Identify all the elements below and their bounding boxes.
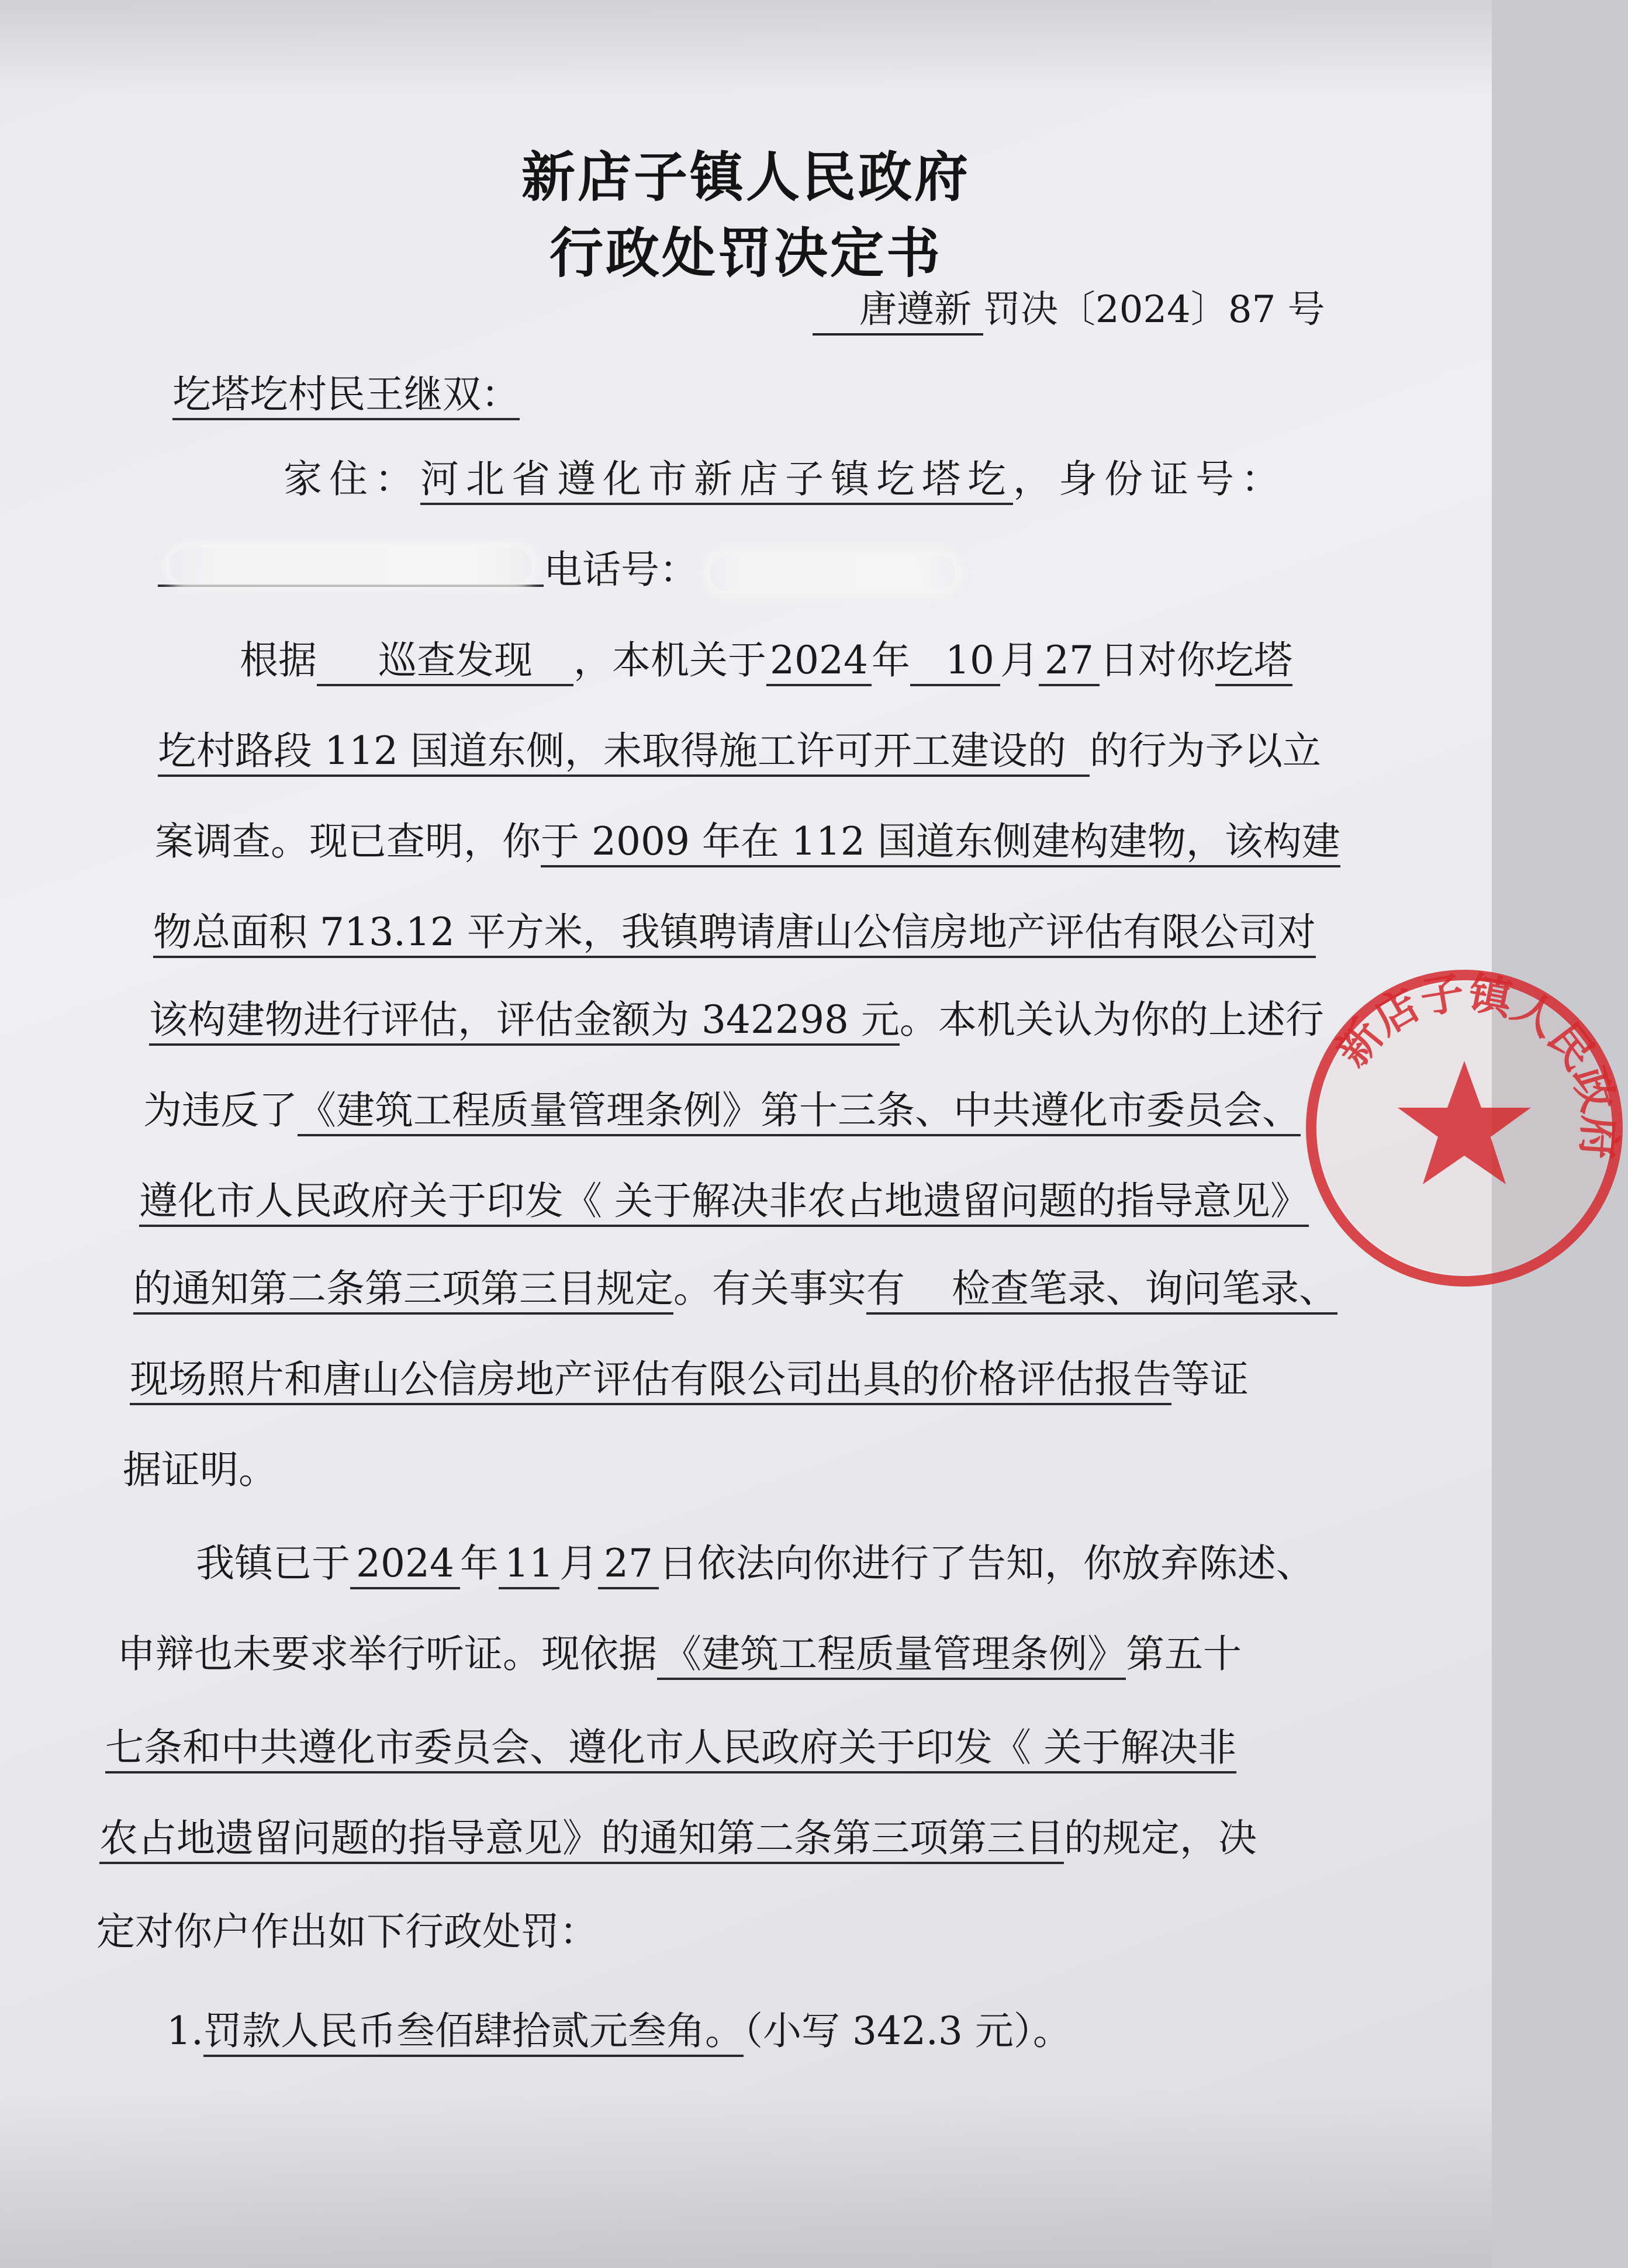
page-shadow-bottom	[0, 2093, 1492, 2268]
p1-text: 。有关事实	[673, 1266, 866, 1311]
document-title-line2: 行政处罚决定书	[549, 222, 942, 285]
evidence-items: 检查笔录、询问笔录、	[952, 1266, 1337, 1311]
basis-source: 巡查发现	[317, 638, 573, 686]
p2-line2	[117, 1628, 1242, 1681]
violation-location: 圪塔	[1215, 638, 1292, 686]
p2-line4	[99, 1812, 1257, 1865]
p1-line1	[240, 634, 1292, 687]
p1-text: ，本机关于	[573, 638, 766, 683]
p2-line3	[105, 1721, 1236, 1774]
p1-text: 案调查。现已查明，你	[155, 819, 541, 864]
p1-text: 日对你	[1099, 638, 1215, 683]
case-day: 27	[1039, 638, 1100, 686]
p2-text: 我镇已于	[196, 1541, 350, 1586]
phone-number-redaction	[710, 554, 955, 592]
address-value: 河北省遵化市新店子镇圪塔圪	[420, 457, 1013, 505]
violated-regulation: 的通知第二条第三项第三目规定	[133, 1266, 673, 1315]
evidence-list: 现场照片和唐山公信房地产评估有限公司出具的价格评估报告	[130, 1357, 1171, 1405]
p1-line3	[155, 815, 1340, 868]
p2-text: 申辩也未要求举行听证。现依据	[117, 1631, 657, 1676]
official-seal-stamp	[1301, 964, 1628, 1292]
p1-line9	[130, 1353, 1249, 1406]
document-number-rest: 罚决〔2024〕87 号	[983, 288, 1325, 331]
document-number	[813, 279, 1325, 336]
penalty-item-number: 1.	[167, 2008, 203, 2053]
document-number-org: 唐遵新	[813, 279, 983, 336]
violated-regulation: 遵化市人民政府关于印发《 关于解决非农占地遗留问题的指导意见》	[139, 1178, 1309, 1227]
violation-description: 圪村路段 112 国道东侧，未取得施工许可开工建设的	[158, 728, 1090, 777]
p1-line10	[123, 1444, 277, 1496]
p1-line4	[153, 906, 1316, 959]
findings-text: 于 2009 年在 112 国道东侧建构建物，该构建	[541, 819, 1340, 867]
notice-year: 2024	[350, 1541, 460, 1589]
case-month: 10	[910, 638, 1000, 686]
evidence-prefix: 有	[866, 1266, 905, 1311]
p1-line5	[149, 994, 1324, 1046]
id-label: ，身份证号：	[1013, 457, 1287, 502]
p1-text: 根据	[240, 638, 317, 683]
violated-regulation: 《建筑工程质量管理条例》第十三条、中共遵化市委员会、	[298, 1088, 1301, 1136]
case-year: 2024	[766, 638, 872, 686]
appraisal-amount: 该构建物进行评估，评估金额为 342298 元	[149, 997, 900, 1046]
p1-text: 月	[1000, 638, 1039, 683]
p1-text: 为违反了	[143, 1088, 298, 1133]
phone-label: 电话号：	[544, 547, 698, 592]
id-phone-line	[158, 544, 955, 596]
p2-text: 日依法向你进行了告知，你放弃陈述、	[658, 1541, 1315, 1586]
penalty-basis-regulation: 农占地遗留问题的指导意见》的通知第二条第三项第三目	[99, 1816, 1064, 1864]
penalty-amount-uppercase: 罚款人民币叁佰肆拾贰元叁角。	[203, 2008, 744, 2057]
penalty-amount-lowercase: （小写 342.3 元）。	[743, 2008, 1071, 2053]
p1-text: 。本机关认为你的上述行	[899, 997, 1324, 1042]
seal-ring-text: 新店子镇人民政府	[1326, 967, 1625, 1161]
document-title-line1: 新店子镇人民政府	[521, 146, 970, 209]
evidence-list	[866, 1266, 1337, 1315]
penalty-basis-regulation: 《建筑工程质量管理条例》	[657, 1631, 1126, 1680]
p2-text: 月	[559, 1541, 598, 1586]
p2-line1	[196, 1537, 1315, 1590]
p1-text: 的行为予以立	[1089, 728, 1321, 773]
p2-text: 的规定，决	[1064, 1816, 1257, 1861]
p2-line5	[96, 1906, 598, 1958]
p1-line6	[143, 1084, 1301, 1137]
p2-text: 年	[459, 1541, 499, 1586]
page-shadow-top	[0, 0, 1492, 94]
p2-text: 定对你户作出如下行政处罚：	[96, 1909, 598, 1954]
p1-line2	[158, 725, 1321, 777]
recipient-name: 圪塔圪村民王继双：	[172, 372, 520, 420]
address-line	[284, 453, 1287, 506]
notice-month: 11	[499, 1541, 559, 1589]
findings-text: 物总面积 713.12 平方米，我镇聘请唐山公信房地产评估有限公司对	[153, 910, 1316, 958]
p2-text: 第五十	[1126, 1631, 1242, 1676]
p1-line8	[133, 1263, 1337, 1315]
p1-text: 等证	[1171, 1357, 1249, 1402]
penalty-item-1	[167, 2005, 1071, 2058]
recipient-name-line	[172, 368, 520, 421]
p1-line7	[139, 1175, 1309, 1228]
id-number-field	[158, 544, 544, 587]
id-number-redaction	[170, 547, 532, 585]
notice-day: 27	[598, 1541, 659, 1589]
address-label: 家住：	[284, 457, 420, 502]
p1-text: 据证明。	[123, 1447, 277, 1492]
penalty-basis-regulation: 七条和中共遵化市委员会、遵化市人民政府关于印发《 关于解决非	[105, 1725, 1236, 1773]
p1-text: 年	[871, 638, 910, 683]
